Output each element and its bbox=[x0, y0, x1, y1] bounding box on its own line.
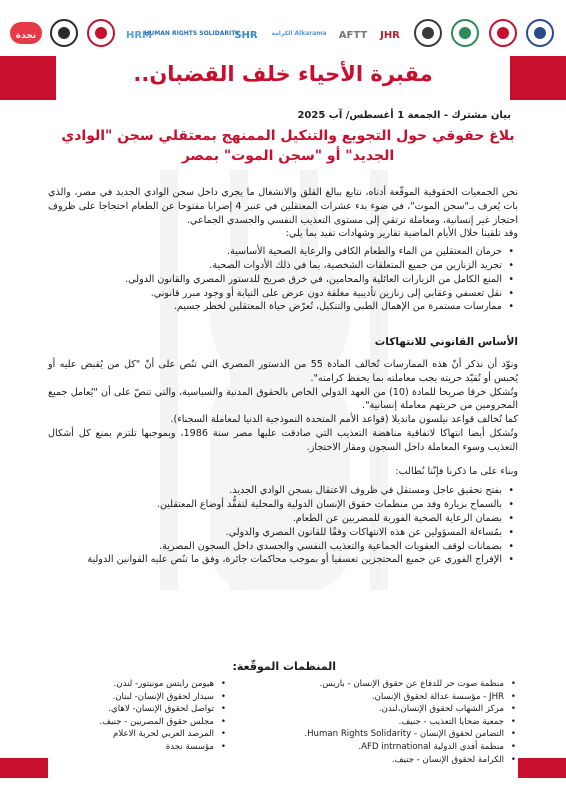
list-item: • جمعية ضحايا التعذيب - جنيف. bbox=[238, 716, 504, 729]
list-item: • JHR - مؤسسة عدالة لحقوق الإنسان. bbox=[238, 691, 504, 704]
list-item: • بمُساءلة المسؤولين عن هذه الانتهاكات وفقًا للقانون المصري والدولي. bbox=[48, 526, 502, 540]
list-item: • ممارسات مستمرة من الإهمال الطبي والتنكيل، تُعرّض حياة المعتقلين لخطر جسيم. bbox=[48, 300, 502, 314]
hrs-logo bbox=[144, 18, 240, 48]
list-item: • بفتح تحقيق عاجل ومستقل في ظروف الاعتقال بسجن الوادي الجديد. bbox=[48, 484, 502, 498]
legal-paragraph: وتُشكل خرقا صريحا للمادة (10) من العهد الدولي الخاص بالحقوق المدنية والسياسية، والتي تنصّ على أن "يُعامل جميع المحرومين من حريتهم معاملة إنسانية". bbox=[48, 386, 518, 412]
list-item: • حرمان المعتقلين من الماء والطعام الكافي والرعاية الصحية الأساسية. bbox=[48, 245, 502, 259]
list-item: • نقل تعسفي وعقابي إلى زنازين تأديبية مغلقة دون عرض على النيابة أو وجود مبرر قانوني. bbox=[48, 287, 502, 301]
list-item: • بضمانات لوقف العقوبات الجماعية والتعذيب النفسي والجسدي داخل السجون المصرية. bbox=[48, 540, 502, 554]
rights-hand-logo bbox=[85, 18, 117, 48]
list-item: • بضمان الرعاية الصحية الفورية للمضربين عن الطعام. bbox=[48, 512, 502, 526]
jhr-logo bbox=[374, 18, 406, 48]
list-item: • الكرامة لحقوق الإنسان - جنيف. bbox=[238, 754, 504, 767]
red-accent-bar-bottom-left bbox=[0, 758, 48, 778]
svg-text:AFTT: AFTT bbox=[338, 30, 367, 41]
signatories-column-left bbox=[48, 678, 228, 754]
list-item: • تواصل لحقوق الإنسان- لاهاي. bbox=[48, 703, 214, 716]
intro-reports-line: وقد تلقينا خلال الأيام الماضية تقارير وشهادات تفيد بما يلي: bbox=[285, 228, 518, 240]
legal-section-title: الأساس القانوني للانتهاكات bbox=[374, 336, 518, 349]
green-circle-logo bbox=[449, 18, 481, 48]
council-logo bbox=[48, 18, 80, 48]
list-item: • التضامن لحقوق الإنسان - Human Rights Solidarity. bbox=[238, 728, 504, 741]
list-item: • المرصد العربي لحرية الاعلام bbox=[48, 728, 214, 741]
aftt-logo bbox=[337, 18, 369, 48]
legal-paragraph: وتُشكل أيضا انتهاكا لاتفاقية مناهضة التعذيب التي صادقت عليها مصر سنة 1986، وبموجبها تلتزم بمنع كل أشكال التعذيب وسوء المعاملة داخل السجون ومقار الاحتجاز. bbox=[48, 427, 518, 453]
list-item: • هيومن رايتس مونيتور- لندن. bbox=[48, 678, 214, 691]
svg-text:نجدة: نجدة bbox=[15, 31, 37, 41]
statement-date: بيان مشترك - الجمعة 1 أغسطس/ آب 2025 bbox=[297, 110, 511, 121]
list-item: • مجلس حقوق المصريين - جنيف. bbox=[48, 716, 214, 729]
svg-text:الكرامة Alkarama: الكرامة Alkarama bbox=[271, 30, 327, 37]
list-item: • بالسماح بزيارة وفد من منظمات حقوق الإنسان الدولية والمحلية لتفقُّد أوضاع المعتقلين. bbox=[48, 498, 502, 512]
red-circle-logo bbox=[487, 18, 519, 48]
demands-intro: وبناء على ما ذكرنا فإنّنا نُطالب: bbox=[395, 465, 518, 477]
alkarama-logo bbox=[267, 18, 331, 48]
red-accent-bar-bottom-right bbox=[518, 758, 566, 778]
list-item: • سيدار لحقوق الإنسان- لبنان. bbox=[48, 691, 214, 704]
blue-globe-logo bbox=[524, 18, 556, 48]
svg-text:HRM: HRM bbox=[125, 30, 152, 41]
list-item: • تجريد الزنازين من جميع المتعلقات الشخصية، بما في ذلك الأدوات الصحية. bbox=[48, 259, 502, 273]
svg-text:SHR: SHR bbox=[233, 30, 258, 41]
red-accent-bar-right bbox=[510, 56, 566, 100]
list-item: • مركز الشهاب لحقوق الإنسان،لندن. bbox=[238, 703, 504, 716]
legal-paragraph: كما تُخالف قواعد نيلسون مانديلا (قواعد الأمم المتحدة النموذجية الدنيا لمعاملة السجناء). bbox=[170, 414, 518, 426]
fish-logo bbox=[412, 18, 444, 48]
svg-text:JHR: JHR bbox=[380, 30, 400, 41]
statement-body bbox=[48, 186, 518, 567]
shr-logo bbox=[230, 18, 262, 48]
demands-list bbox=[48, 484, 518, 567]
list-item: • مؤسسة نجدة bbox=[48, 741, 214, 754]
signatories-title: المنظمات الموقّعة: bbox=[232, 660, 336, 673]
partner-logos-strip bbox=[10, 16, 556, 50]
signatories-column-right bbox=[238, 678, 518, 766]
list-item: • منظمة صوت حر للدفاع عن حقوق الإنسان - باريس. bbox=[238, 678, 504, 691]
red-accent-bar-left bbox=[0, 56, 56, 100]
list-item: • المنع الكامل من الزيارات العائلية والمحامين، في خرق صريح للدستور المصري والقانون الدولي. bbox=[48, 273, 502, 287]
page-title: مقبرة الأحياء خلف القضبان.. bbox=[133, 62, 433, 86]
statement-heading: بلاغ حقوقي حول التجويع والتنكيل الممنهج بمعتقلي سجن "الوادي الجديد" أو "سجن الموت" بمصر bbox=[61, 128, 515, 164]
list-item: • منظمة أفدي الدولية AFD intrnational. bbox=[238, 741, 504, 754]
svg-text:HUMAN RIGHTS SOLIDARITY: HUMAN RIGHTS SOLIDARITY bbox=[144, 30, 240, 37]
najda-logo bbox=[10, 18, 42, 48]
legal-paragraph: ونوّد أن نذكر أنّ هذه الممارسات تُخالف المادة 55 من الدستور المصري التي تنُص على أنّ "كل من يُقبض عليه أو يُحبس أو تُقيّد حريته يجب معاملته بما يحفظ كرامته". bbox=[48, 358, 518, 384]
list-item: • الإفراج الفوري عن جميع المحتجزين تعسفيا أو بموجب محاكمات جائرة، وفق ما تنُص عليه القوانين الدولية bbox=[48, 553, 502, 567]
facts-list bbox=[48, 245, 518, 314]
intro-paragraph: نحن الجمعيات الحقوقية الموقّعة أدناه، نتابع ببالغ القلق والانشغال ما يجري داخل سجن الوادي الجديد في مصر، والذي بات يُعرف بـ"سجن الموت"، في ضوء بدء عشرات المعتقلين في عنبر 4 إضرابا مفتوحا عن الطعام احتجاجا على ظروف احتجاز غير إنسانية، ومعاملة ترتقي إلى مستوى التعذيب النفسي والجسدي الجماعي. bbox=[48, 187, 519, 226]
